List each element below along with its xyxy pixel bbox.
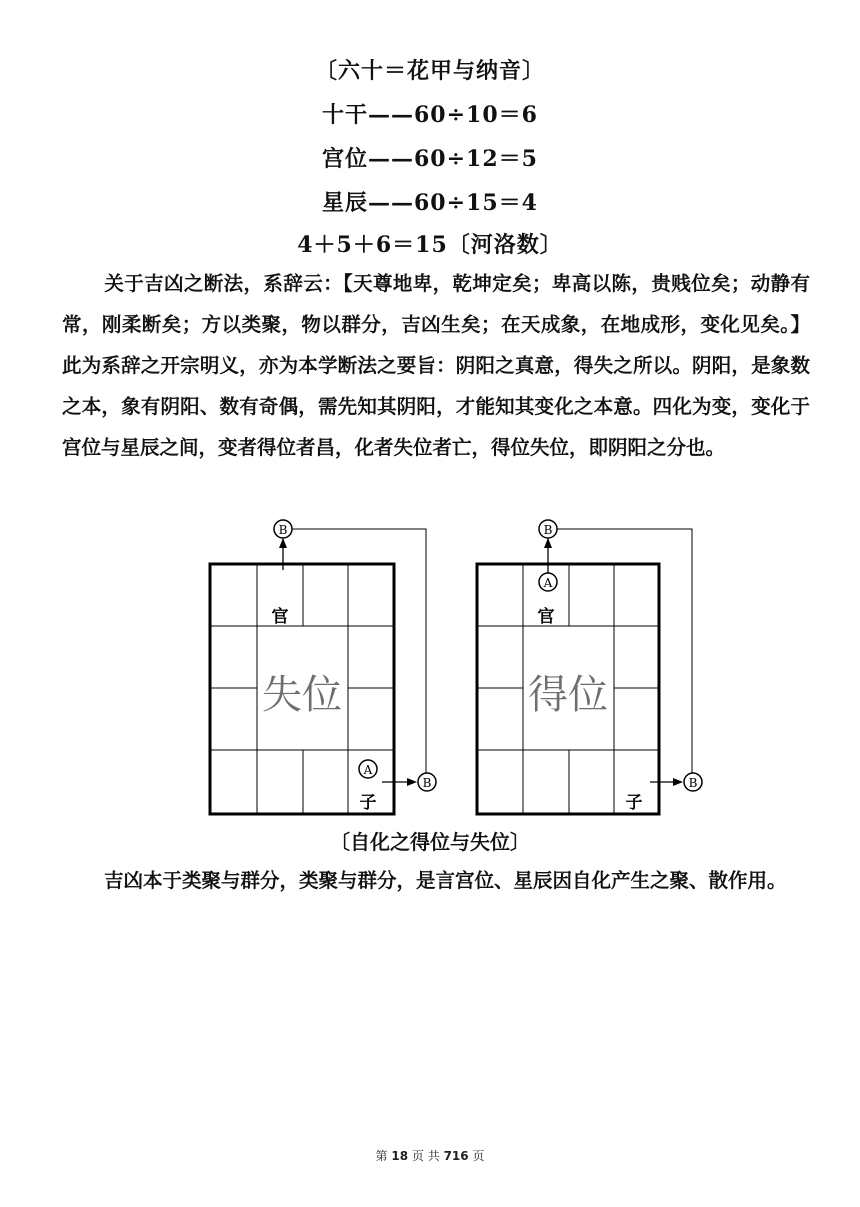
marker-a-text: A <box>543 576 553 590</box>
palace-label-zi: 子 <box>359 793 377 813</box>
diagram-lost-position <box>210 520 436 814</box>
formula-stars: 星辰——60÷15＝4 <box>322 190 538 216</box>
footer-prefix: 第 <box>375 1149 388 1163</box>
lost-position-label: 失位 <box>262 672 342 718</box>
paragraph-judgment-text: 关于吉凶之断法，系辞云：【天尊地卑，乾坤定矣；卑高以陈，贵贱位矣；动静有常，刚柔断矣；方以类聚，物以群分，吉凶生矣；在天成象，在地成形，变化见矣。】此为系辞之开宗明义，亦为本学断法之要旨：阴阳之真意，得失之所以。阴阳，是象数之本，象有阴阳、数有奇偶，需先知其阴阳，才能知其变化之本意。四化为变，变化于宫位与星辰之间，变者得位者昌，化者失位者亡，得位失位，即阴阳之分也。 <box>62 272 810 459</box>
formula-palaces: 宫位——60÷12＝5 <box>322 146 538 172</box>
paragraph-grouping <box>62 860 810 901</box>
diagram-gained-position <box>477 520 702 814</box>
marker-b-top-text: B <box>278 523 288 537</box>
palace-label-zi: 子 <box>625 793 643 813</box>
footer-page-number: 18 <box>391 1149 409 1163</box>
palace-label-guan: 官 <box>271 607 289 627</box>
diagram-self-transformation <box>0 512 860 822</box>
formula-heluo-number: 4＋5＋6＝15〔河洛数〕 <box>297 232 563 258</box>
paragraph-judgment-method <box>62 263 810 468</box>
arrow-right-icon <box>673 778 683 786</box>
gained-position-label: 得位 <box>528 672 608 718</box>
footer-middle: 页 共 <box>411 1149 440 1163</box>
marker-a-text: A <box>363 763 373 777</box>
heading-title: 〔六十＝花甲与纳音〕 <box>314 58 545 84</box>
arrow-up-icon <box>279 538 287 548</box>
marker-b-right-text: B <box>422 776 432 790</box>
arrow-right-icon <box>407 778 417 786</box>
formula-heavenly-stems: 十干——60÷10＝6 <box>322 102 538 128</box>
footer-suffix: 页 <box>472 1149 485 1163</box>
palace-label-guan: 官 <box>537 607 555 627</box>
diagram-caption: 〔自化之得位与失位〕 <box>330 830 530 854</box>
arrow-up-icon <box>544 538 552 548</box>
page-footer <box>0 1147 860 1164</box>
marker-b-top-text: B <box>543 523 553 537</box>
paragraph-grouping-text: 吉凶本于类聚与群分，类聚与群分，是言宫位、星辰因自化产生之聚、散作用。 <box>104 869 787 892</box>
marker-b-right-text: B <box>688 776 698 790</box>
footer-total-pages: 716 <box>443 1149 469 1163</box>
